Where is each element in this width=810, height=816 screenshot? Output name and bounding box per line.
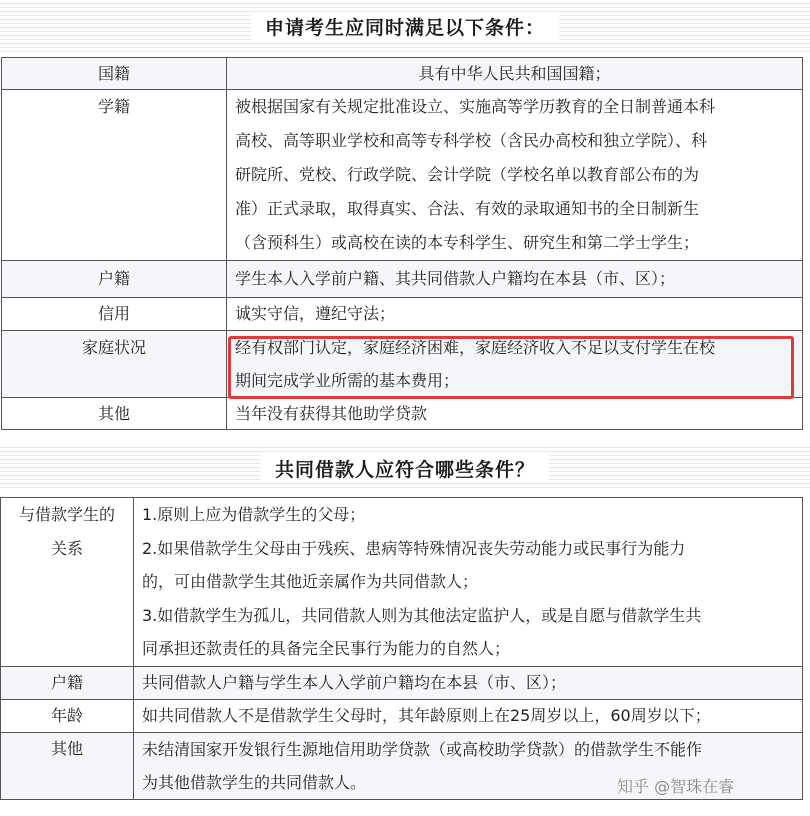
section1-heading: 申请考生应同时满足以下条件：	[0, 13, 810, 40]
row-key: 信用	[2, 298, 227, 331]
co-borrower-table	[0, 497, 803, 800]
section2-heading: 共同借款人应符合哪些条件？	[0, 455, 810, 482]
table-row	[2, 90, 803, 261]
row-key: 户籍	[2, 261, 227, 298]
row-value: 当年没有获得其他助学贷款	[227, 398, 803, 430]
row-key: 家庭状况	[2, 331, 227, 398]
table-row	[2, 261, 803, 298]
row-value: 未结清国家开发银行生源地信用助学贷款（或高校助学贷款）的借款学生不能作 为其他借款学生的共同借款人。	[134, 732, 803, 799]
row-key: 年龄	[1, 699, 134, 732]
row-value: 经有权部门认定，家庭经济困难，家庭经济收入不足以支付学生在校 期间完成学业所需的基本费用；	[227, 331, 803, 398]
table-row	[2, 58, 803, 90]
row-value: 如共同借款人不是借款学生父母时，其年龄原则上在25周岁以上，60周岁以下；	[134, 699, 803, 732]
table-row	[1, 666, 803, 699]
row-value: 诚实守信，遵纪守法；	[227, 298, 803, 331]
highlight-box	[228, 336, 794, 399]
row-value: 1.原则上应为借款学生的父母； 2.如果借款学生父母由于残疾、患病等特殊情况丧失劳动能力或民事行为能力 的，可由借款学生其他近亲属作为共同借款人； 3.如借款学生为孤儿，共同借款人则为其他法定监护人，或是自愿与借款学生共 同承担还款责任的具备完全民事行为能力的自然人；	[134, 498, 803, 667]
row-key: 其他	[2, 398, 227, 430]
row-key: 与借款学生的 关系	[1, 498, 134, 667]
row-key: 其他	[1, 732, 134, 799]
row-key: 学籍	[2, 90, 227, 261]
row-value: 共同借款人户籍与学生本人入学前户籍均在本县（市、区）；	[134, 666, 803, 699]
watermark: 知乎 @智珠在睿	[617, 777, 735, 796]
table-row	[2, 298, 803, 331]
row-value: 学生本人入学前户籍、其共同借款人户籍均在本县（市、区）；	[227, 261, 803, 298]
row-value: 被根据国家有关规定批准设立、实施高等学历教育的全日制普通本科 高校、高等职业学校和高等专科学校（含民办高校和独立学院）、科 研院所、党校、行政学院、会计学院（学校名单以教育部公布的为 准）正式录取，取得真实、合法、有效的录取通知书的全日制新生 （含预科生）或高校在读的本专科学生、研究生和第二学士学生；	[227, 90, 803, 261]
row-value: 具有中华人民共和国国籍；	[227, 58, 803, 90]
table-row	[1, 498, 803, 667]
row-key: 户籍	[1, 666, 134, 699]
table-row	[2, 398, 803, 430]
row-key: 国籍	[2, 58, 227, 90]
table-row	[1, 699, 803, 732]
